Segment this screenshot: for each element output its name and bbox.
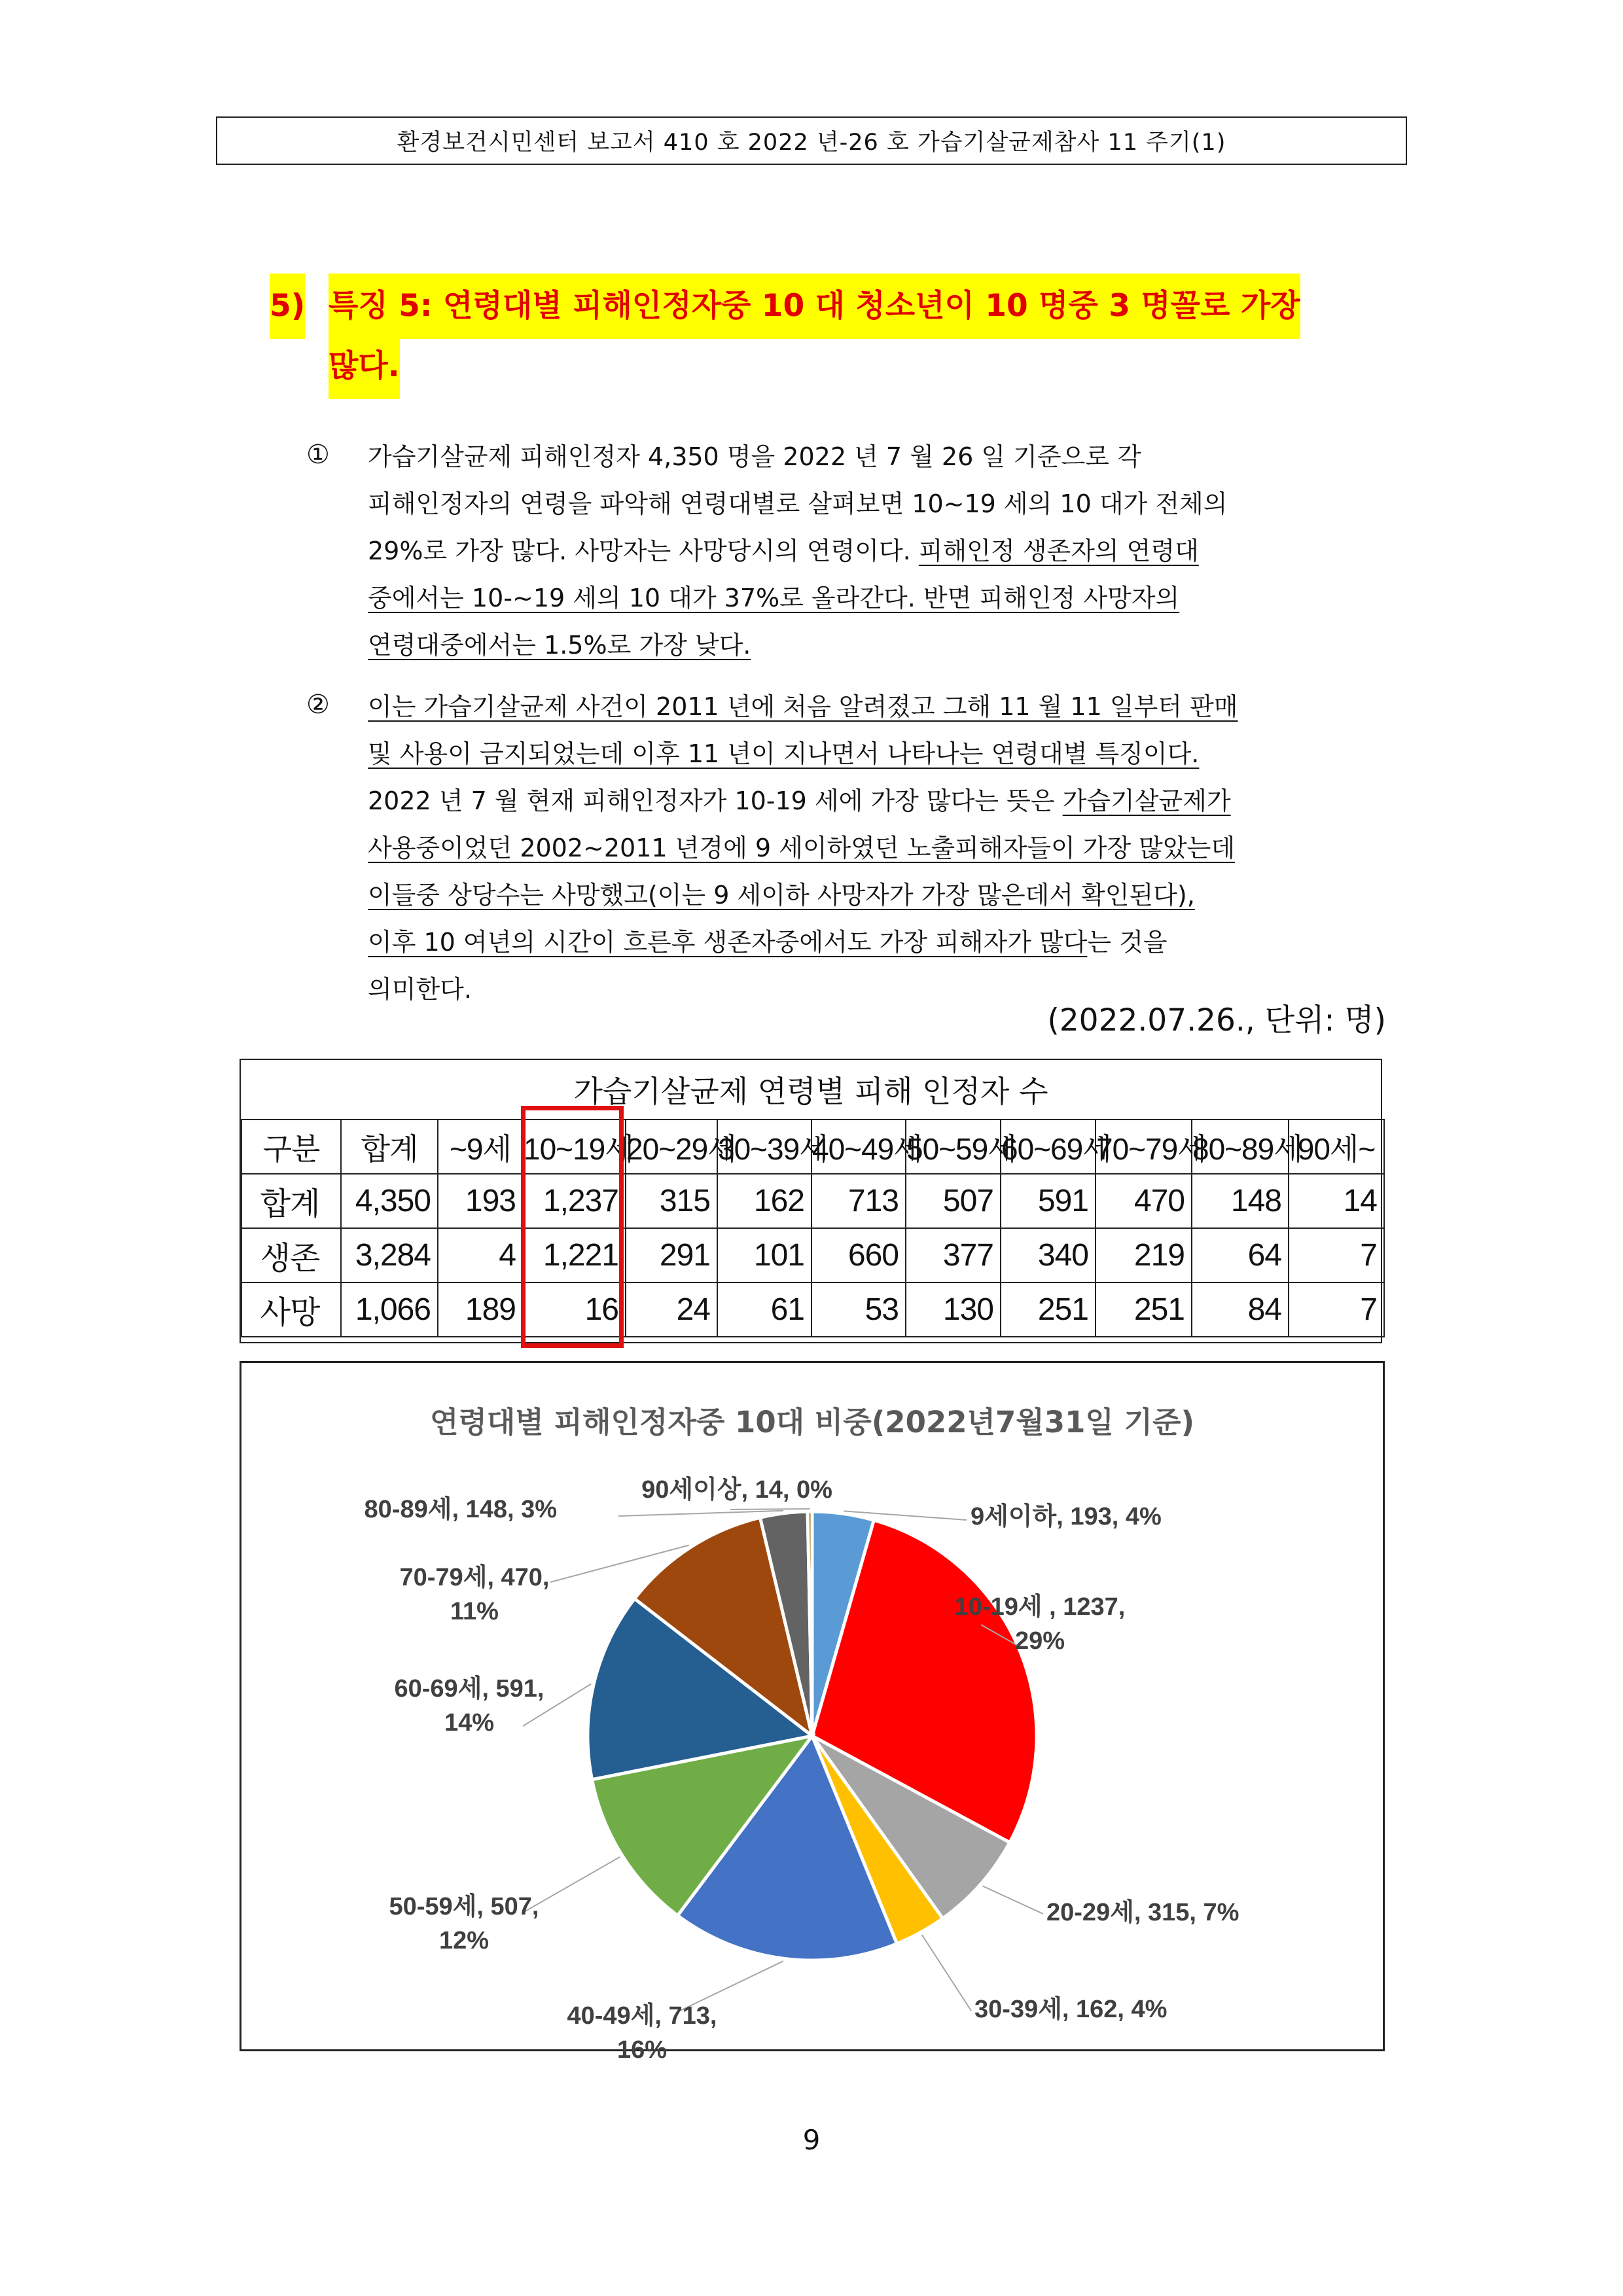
table-cell: 148 bbox=[1192, 1174, 1289, 1228]
slice-label-line: 16% bbox=[616, 2036, 668, 2064]
table-cell: 7 bbox=[1289, 1282, 1384, 1337]
column-header: 80~89세 bbox=[1192, 1120, 1289, 1174]
table-cell: 1,221 bbox=[523, 1228, 626, 1282]
paragraph-line bbox=[368, 872, 1195, 919]
table-cell: 1,237 bbox=[523, 1174, 626, 1228]
slice-label-line: 90세이상, 14, 0% bbox=[641, 1476, 832, 1504]
table-header-row bbox=[241, 1120, 1384, 1174]
text-segment: 의미한다. bbox=[368, 975, 472, 1004]
table-cell: 251 bbox=[1001, 1282, 1096, 1337]
table-cell: 591 bbox=[1001, 1174, 1096, 1228]
table-cell: 130 bbox=[906, 1282, 1001, 1337]
table-cell: 1,066 bbox=[341, 1282, 438, 1337]
slice-label bbox=[567, 2002, 717, 2064]
table-cell: 315 bbox=[626, 1174, 717, 1228]
table-cell: 64 bbox=[1192, 1228, 1289, 1282]
slice-label bbox=[395, 1674, 544, 1737]
leader-line bbox=[618, 1511, 783, 1516]
table-cell: 713 bbox=[812, 1174, 906, 1228]
paragraph-line bbox=[368, 777, 1231, 824]
column-header: 10~19세 bbox=[523, 1120, 626, 1174]
table-cell: 219 bbox=[1096, 1228, 1192, 1282]
table-cell: 53 bbox=[812, 1282, 906, 1337]
leader-line bbox=[730, 1509, 810, 1510]
paragraph-line bbox=[368, 730, 1199, 777]
page-number: 9 bbox=[802, 2124, 821, 2156]
slice-label-line: 14% bbox=[444, 1709, 495, 1737]
underlined-text: 이후 10 여년의 시간이 흐른후 생존자중에서도 가장 피해자가 많다 bbox=[368, 928, 1088, 957]
report-header-text: 환경보건시민센터 보고서 410 호 2022 년-26 호 가습기살균제참사 11 주기(1) bbox=[397, 130, 1226, 156]
section-title-line-1: 특징 5: 연령대별 피해인정자중 10 대 청소년이 10 명중 3 명꼴로 가장 bbox=[329, 274, 1300, 339]
slice-label-line: 29% bbox=[1014, 1627, 1065, 1655]
table-cell: 4 bbox=[438, 1228, 523, 1282]
slice-label-line: 20-29세, 315, 7% bbox=[1046, 1899, 1240, 1926]
text-segment: 가습기살균제 피해인정자 4,350 명을 2022 년 7 월 26 일 기준으로 각 bbox=[368, 442, 1141, 471]
text-segment: 는 것을 bbox=[1087, 928, 1168, 957]
slice-label bbox=[971, 1502, 1162, 1530]
paragraph-line bbox=[368, 527, 1199, 574]
table-cell: 507 bbox=[906, 1174, 1001, 1228]
table-row bbox=[241, 1282, 1384, 1337]
table-cell: 24 bbox=[626, 1282, 717, 1337]
text-segment: 29%로 가장 많다. 사망자는 사망당시의 연령이다. bbox=[368, 537, 919, 565]
table-cell: 470 bbox=[1096, 1174, 1192, 1228]
report-header bbox=[216, 116, 1407, 165]
age-table-grid bbox=[241, 1119, 1385, 1337]
underlined-text: 이는 가습기살균제 사건이 2011 년에 처음 알려졌고 그해 11 월 11 일부터 판매 bbox=[368, 692, 1238, 721]
table-cell: 101 bbox=[717, 1228, 812, 1282]
slice-label bbox=[389, 1892, 539, 1954]
slice-label-line: 10-19세 , 1237, bbox=[954, 1593, 1126, 1621]
paragraph-line bbox=[368, 480, 1227, 527]
row-label: 생존 bbox=[241, 1228, 341, 1282]
slice-label bbox=[641, 1475, 832, 1504]
table-cell: 61 bbox=[717, 1282, 812, 1337]
underlined-text: 피해인정 생존자의 연령대 bbox=[918, 537, 1199, 565]
slice-label-line: 60-69세, 591, bbox=[394, 1675, 544, 1703]
underlined-text: 중에서는 10-~19 세의 10 대가 37%로 올라간다. 반면 피해인정 사망자의 bbox=[368, 584, 1180, 612]
chart-title: 연령대별 피해인정자중 10대 비중(2022년7월31일 기준) bbox=[429, 1405, 1195, 1439]
table-cell: 340 bbox=[1001, 1228, 1096, 1282]
pie-chart bbox=[241, 1363, 1383, 2064]
column-header: 60~69세 bbox=[1001, 1120, 1096, 1174]
slice-label-line: 50-59세, 507, bbox=[389, 1893, 539, 1920]
pie-chart-panel bbox=[240, 1361, 1385, 2064]
paragraph-line bbox=[368, 824, 1235, 872]
table-cell: 84 bbox=[1192, 1282, 1289, 1337]
slice-label-line: 40-49세, 713, bbox=[567, 2002, 717, 2030]
leader-line bbox=[922, 1935, 971, 2011]
section-number: 5) bbox=[270, 274, 305, 339]
slice-label bbox=[1046, 1898, 1239, 1926]
column-header: 50~59세 bbox=[906, 1120, 1001, 1174]
slice-label-line: 11% bbox=[450, 1598, 499, 1625]
table-cell: 377 bbox=[906, 1228, 1001, 1282]
table-cell: 162 bbox=[717, 1174, 812, 1228]
underlined-text: 이들중 상당수는 사망했고(이는 9 세이하 사망자가 가장 많은데서 확인된다), bbox=[368, 881, 1195, 910]
table-cell: 4,350 bbox=[341, 1174, 438, 1228]
column-header: 20~29세 bbox=[626, 1120, 717, 1174]
paragraph-line bbox=[368, 919, 1168, 966]
column-header: 70~79세 bbox=[1096, 1120, 1192, 1174]
slice-label bbox=[365, 1495, 557, 1523]
slice-label-line: 80-89세, 148, 3% bbox=[364, 1496, 557, 1523]
column-header: 30~39세 bbox=[717, 1120, 812, 1174]
row-label: 사망 bbox=[241, 1282, 341, 1337]
table-cell: 14 bbox=[1289, 1174, 1384, 1228]
text-segment: 2022 년 7 월 현재 피해인정자가 10-19 세에 가장 많다는 뜻은 bbox=[368, 786, 1063, 815]
table-cell: 291 bbox=[626, 1228, 717, 1282]
table-cell: 660 bbox=[812, 1228, 906, 1282]
underlined-text: 및 사용이 금지되었는데 이후 11 년이 지나면서 나타나는 연령대별 특징이다. bbox=[368, 739, 1200, 768]
slice-label-line: 70-79세, 470, bbox=[399, 1564, 550, 1591]
column-header: 40~49세 bbox=[812, 1120, 906, 1174]
column-header: ~9세 bbox=[438, 1120, 523, 1174]
column-header: 90세~ bbox=[1289, 1120, 1384, 1174]
table-unit-note: (2022.07.26., 단위: 명) bbox=[1047, 1002, 1386, 1038]
table-cell: 7 bbox=[1289, 1228, 1384, 1282]
text-segment: 피해인정자의 연령을 파악해 연령대별로 살펴보면 10~19 세의 10 대가 전체의 bbox=[368, 489, 1228, 518]
table-row bbox=[241, 1228, 1384, 1282]
table-cell: 3,284 bbox=[341, 1228, 438, 1282]
slice-label bbox=[400, 1563, 550, 1625]
paragraph-line bbox=[368, 574, 1179, 622]
paragraph-line bbox=[368, 966, 472, 1013]
paragraph-line bbox=[368, 622, 751, 669]
paragraph-marker: ① bbox=[306, 440, 330, 470]
table-cell: 251 bbox=[1096, 1282, 1192, 1337]
underlined-text: 연령대중에서는 1.5%로 가장 낮다. bbox=[368, 631, 751, 660]
table-cell: 189 bbox=[438, 1282, 523, 1337]
slice-label-line: 12% bbox=[438, 1927, 490, 1954]
paragraph-line bbox=[368, 683, 1238, 730]
column-header: 구분 bbox=[241, 1120, 341, 1174]
underlined-text: 가습기살균제가 bbox=[1062, 786, 1231, 815]
underlined-text: 사용중이었던 2002~2011 년경에 9 세이하였던 노출피해자들이 가장 많았는데 bbox=[368, 834, 1236, 862]
leader-line bbox=[982, 1886, 1043, 1914]
slice-label-line: 9세이하, 193, 4% bbox=[971, 1503, 1162, 1530]
table-cell: 16 bbox=[523, 1282, 626, 1337]
age-table bbox=[240, 1059, 1382, 1343]
table-row bbox=[241, 1174, 1384, 1228]
section-title-line-2: 많다. bbox=[329, 334, 400, 399]
age-table-title: 가습기살균제 연령별 피해 인정자 수 bbox=[241, 1060, 1381, 1120]
column-header: 합계 bbox=[341, 1120, 438, 1174]
table-cell: 193 bbox=[438, 1174, 523, 1228]
paragraph-line bbox=[368, 433, 1141, 480]
paragraph-marker: ② bbox=[306, 690, 330, 720]
slice-label-line: 30-39세, 162, 4% bbox=[974, 1996, 1168, 2023]
slice-label bbox=[974, 1995, 1167, 2023]
row-label: 합계 bbox=[241, 1174, 341, 1228]
